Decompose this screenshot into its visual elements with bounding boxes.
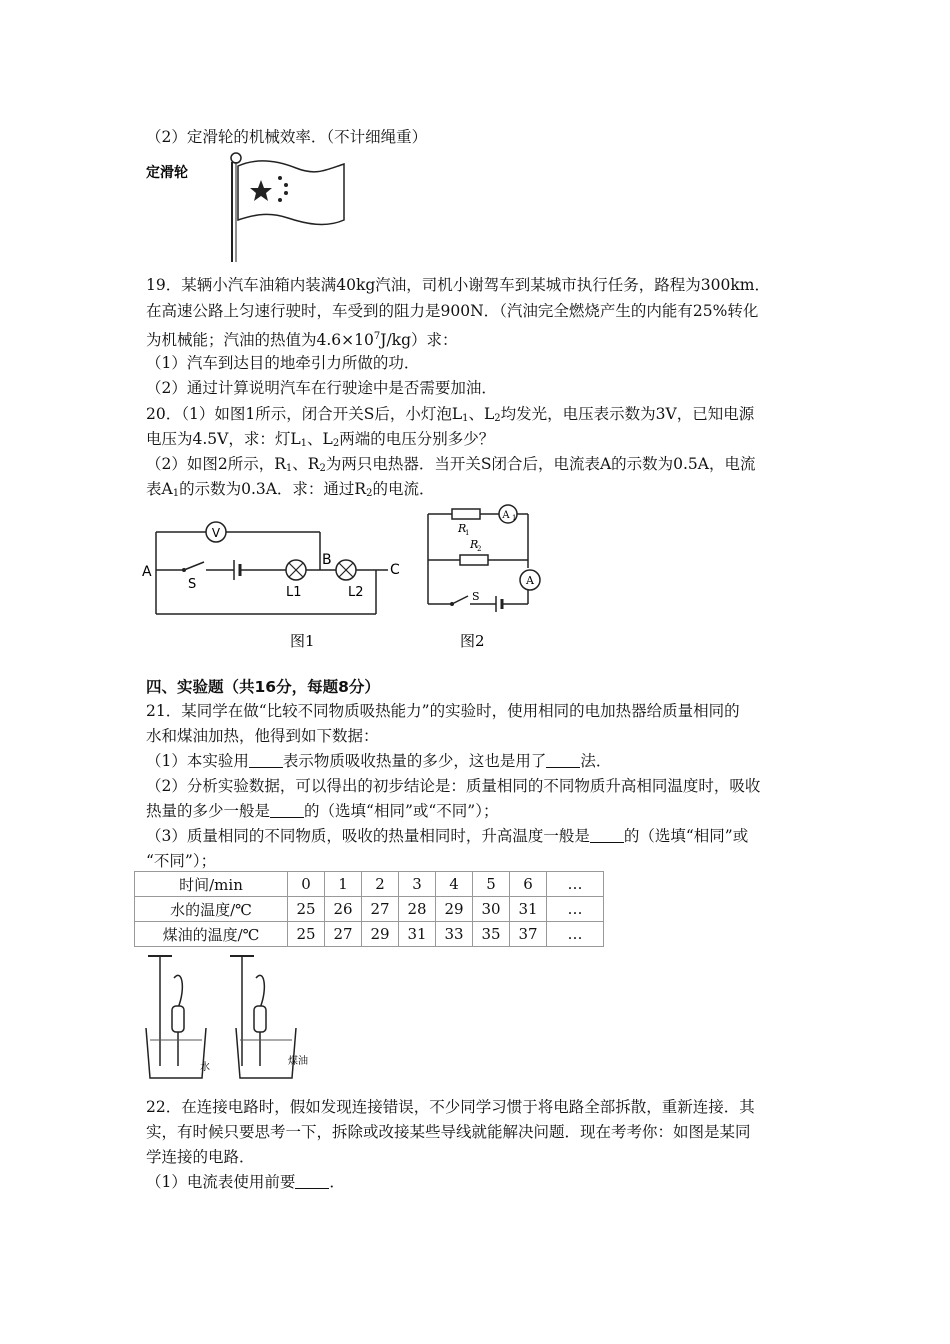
svg-text:S: S	[472, 590, 480, 603]
table-cell: 29	[362, 922, 399, 947]
answer-blank[interactable]	[546, 753, 580, 768]
figure1-circuit	[140, 508, 410, 658]
temperature-table	[134, 871, 604, 947]
q19-line1: 19．某辆小汽车油箱内装满40kg汽油，司机小谢驾车到某城市执行任务，路程为300km．	[146, 276, 770, 294]
table-cell: …	[547, 922, 604, 947]
water-label: 水	[200, 1062, 210, 1073]
q21-part3-line1: （3）质量相同的不同物质，吸收的热量相同时，升高温度一般是 的（选填“相同”或	[146, 827, 749, 845]
q19-line3: 为机械能；汽油的热值为$4.6\times 10^7J/kg$）求：	[146, 331, 458, 349]
q22-line3: 学连接的电路．	[146, 1148, 255, 1166]
q19-line2: 在高速公路上匀速行驶时，车受到的阻力是900N．（汽油完全燃烧产生的内能有25%转化	[146, 302, 759, 320]
point-c-label: C	[390, 562, 400, 578]
answer-blank[interactable]	[590, 828, 624, 843]
figure2-circuit	[420, 498, 550, 656]
q19-part1: （1）汽车到达目的地牵引力所做的功．	[146, 354, 420, 372]
q21-part2-line2: 热量的多少一般是 的（选填“相同”或“不同”）；	[146, 802, 499, 820]
answer-blank[interactable]	[295, 1174, 329, 1189]
table-cell: 0	[288, 872, 325, 897]
table-row	[135, 872, 604, 897]
row-label: 时间/min	[135, 872, 288, 897]
q20-line1: 20．（1）如图1所示，闭合开关S后，小灯泡$L_1$、$L_2$均发光，电压表示数为3V，已知电源	[146, 405, 755, 424]
table-row	[135, 897, 604, 922]
pulley-label: 定滑轮	[146, 165, 188, 181]
table-cell: 1	[325, 872, 362, 897]
svg-text:A: A	[526, 574, 534, 587]
svg-text:R: R	[458, 522, 467, 535]
table-cell: 37	[510, 922, 547, 947]
q18-part2: （2）定滑轮的机械效率．（不计细绳重）	[146, 128, 428, 146]
table-cell: 3	[399, 872, 436, 897]
q20-line3: （2）如图2所示，$R_1$、$R_2$为两只电热器．当开关S闭合后，电流表A的示数为0.5A，电流	[146, 455, 756, 474]
q21-part1: （1）本实验用 表示物质吸收热量的多少，这也是用了 法．	[146, 752, 612, 770]
table-cell: 6	[510, 872, 547, 897]
table-cell: …	[547, 897, 604, 922]
svg-text:1: 1	[465, 529, 470, 537]
table-row	[135, 922, 604, 947]
table-cell: 31	[510, 897, 547, 922]
point-b-label: B	[322, 552, 332, 568]
table-cell: 25	[288, 922, 325, 947]
svg-text:1: 1	[512, 514, 517, 522]
table-cell: 28	[399, 897, 436, 922]
point-a-label: A	[142, 564, 152, 580]
q21-part2-line1: （2）分析实验数据，可以得出的初步结论是：质量相同的不同物质升高相同温度时，吸收	[146, 777, 761, 795]
switch-icon	[184, 562, 204, 570]
q22-part1: （1）电流表使用前要 ．	[146, 1173, 345, 1191]
l2-label: L2	[348, 585, 364, 600]
table-cell: 33	[436, 922, 473, 947]
q22-line2: 实，有时候只要思考一下，拆除或改接某些导线就能解决问题．现在考考你：如图是某同	[146, 1123, 751, 1141]
table-cell: 35	[473, 922, 510, 947]
q22-line1: 22．在连接电路时，假如发现连接错误，不少同学习惯于将电路全部拆散，重新连接．其	[146, 1098, 755, 1116]
table-cell: 31	[399, 922, 436, 947]
switch-icon	[452, 596, 468, 604]
beaker-figure	[142, 948, 312, 1083]
table-cell: 26	[325, 897, 362, 922]
heater-icon	[254, 1006, 266, 1032]
table-cell: 5	[473, 872, 510, 897]
table-cell: 29	[436, 897, 473, 922]
row-label: 煤油的温度/℃	[135, 922, 288, 947]
q21-line2: 水和煤油加热，他得到如下数据：	[146, 727, 379, 745]
table-cell: 2	[362, 872, 399, 897]
flag-pulley-figure	[146, 150, 346, 262]
table-cell: …	[547, 872, 604, 897]
q19-part2: （2）通过计算说明汽车在行驶途中是否需要加油．	[146, 379, 497, 397]
q20-line2: 电压为4.5V，求：灯$L_1$、$L_2$两端的电压分别多少？	[146, 430, 495, 449]
resistor-r2-icon	[460, 555, 488, 565]
answer-blank[interactable]	[270, 803, 304, 818]
svg-text:R: R	[470, 538, 479, 551]
q21-part3-line2: “不同”）；	[146, 852, 217, 870]
table-cell: 30	[473, 897, 510, 922]
kerosene-label: 煤油	[288, 1056, 308, 1067]
table-cell: 25	[288, 897, 325, 922]
figure1-caption: 图1	[290, 632, 315, 650]
heater-icon	[172, 1006, 184, 1032]
q20-line4: 表$A_1$的示数为0.3A．求：通过$R_2$的电流．	[146, 480, 435, 499]
voltmeter-label: V	[211, 526, 221, 540]
row-label: 水的温度/℃	[135, 897, 288, 922]
svg-text:2: 2	[477, 545, 482, 553]
resistor-r1-icon	[452, 509, 480, 519]
table-cell: 27	[362, 897, 399, 922]
l1-label: L1	[286, 585, 302, 600]
svg-text:A: A	[502, 510, 510, 521]
answer-blank[interactable]	[249, 753, 283, 768]
figure2-caption: 图2	[460, 632, 485, 650]
q21-line1: 21．某同学在做“比较不同物质吸热能力”的实验时，使用相同的电加热器给质量相同的	[146, 702, 740, 720]
section4-heading: 四、实验题（共16分，每题8分）	[146, 678, 380, 696]
table-cell: 27	[325, 922, 362, 947]
switch-label: S	[188, 577, 197, 592]
table-cell: 4	[436, 872, 473, 897]
